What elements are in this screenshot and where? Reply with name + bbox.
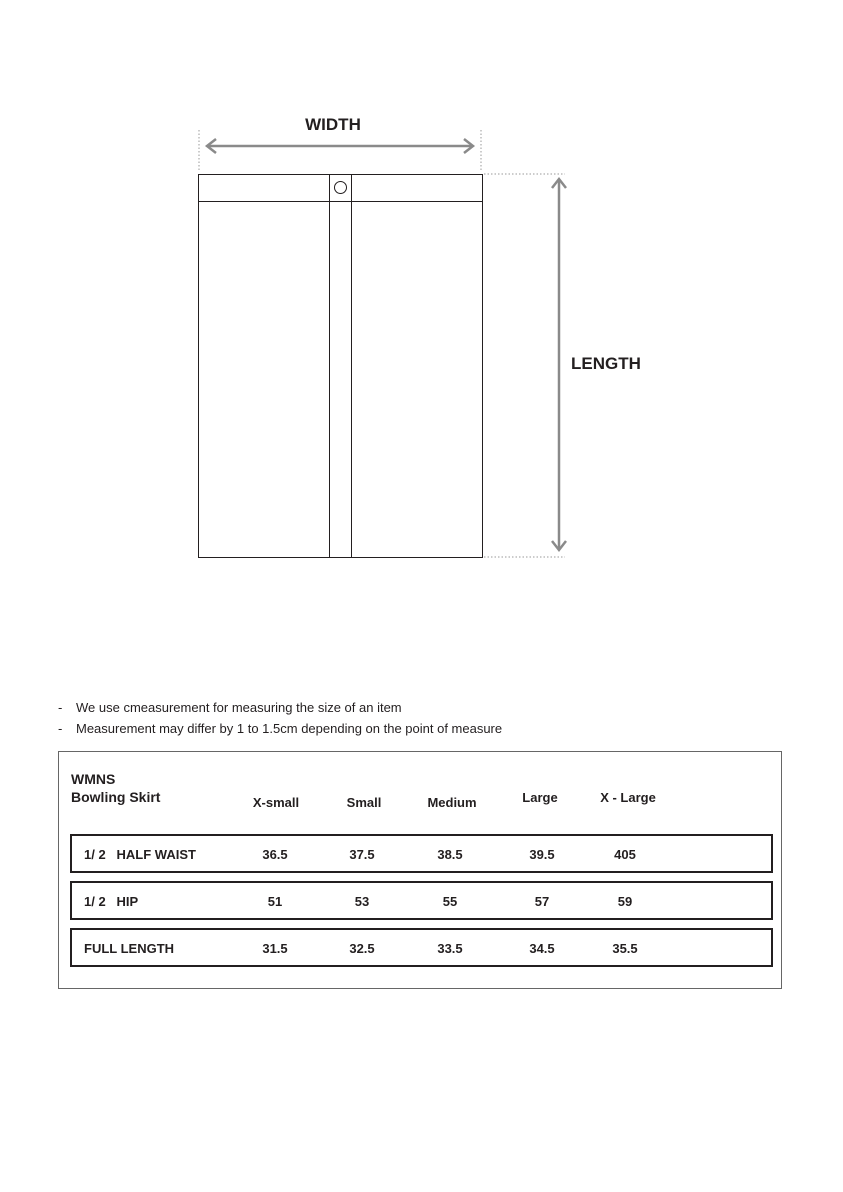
product-line-2: Bowling Skirt [71,789,161,805]
table-cell: 39.5 [529,847,555,862]
measurement-notes [58,698,502,740]
note-text: We use cmeasurement for measuring the size of an item [76,700,402,715]
table-cell: 35.5 [612,941,638,956]
note-bullet: - [58,700,63,715]
size-header-xsmall: X-small [252,795,300,810]
table-cell: 37.5 [349,847,375,862]
table-row [70,881,773,920]
size-header-small: Small [346,795,382,810]
size-header-medium: Medium [427,795,477,810]
size-header-large: Large [522,790,558,805]
note-bullet: - [58,721,63,736]
table-cell: 36.5 [262,847,288,862]
skirt-outline [199,175,483,558]
note-item [58,719,502,740]
button-icon [335,182,347,194]
table-row [70,834,773,873]
width-label: WIDTH [305,115,361,134]
size-header-xlarge: X - Large [600,790,656,805]
table-cell: 38.5 [437,847,463,862]
row-label: 1/ 2 HALF WAIST [84,847,196,862]
product-line-1: WMNS [71,771,116,787]
table-cell: 59 [617,894,633,909]
table-row [70,928,773,967]
table-cell: 55 [442,894,458,909]
note-item [58,698,502,719]
product-name [71,770,160,806]
length-label: LENGTH [571,354,641,373]
table-cell: 57 [534,894,550,909]
table-cell: 34.5 [529,941,555,956]
table-cell: 33.5 [437,941,463,956]
size-chart-table [58,751,782,989]
table-cell: 51 [267,894,283,909]
note-text: Measurement may differ by 1 to 1.5cm depending on the point of measure [76,721,503,736]
row-label: FULL LENGTH [84,941,175,956]
row-label: 1/ 2 HIP [84,894,139,909]
table-cell: 32.5 [349,941,375,956]
table-cell: 405 [614,847,636,862]
table-cell: 53 [354,894,370,909]
table-cell: 31.5 [262,941,288,956]
